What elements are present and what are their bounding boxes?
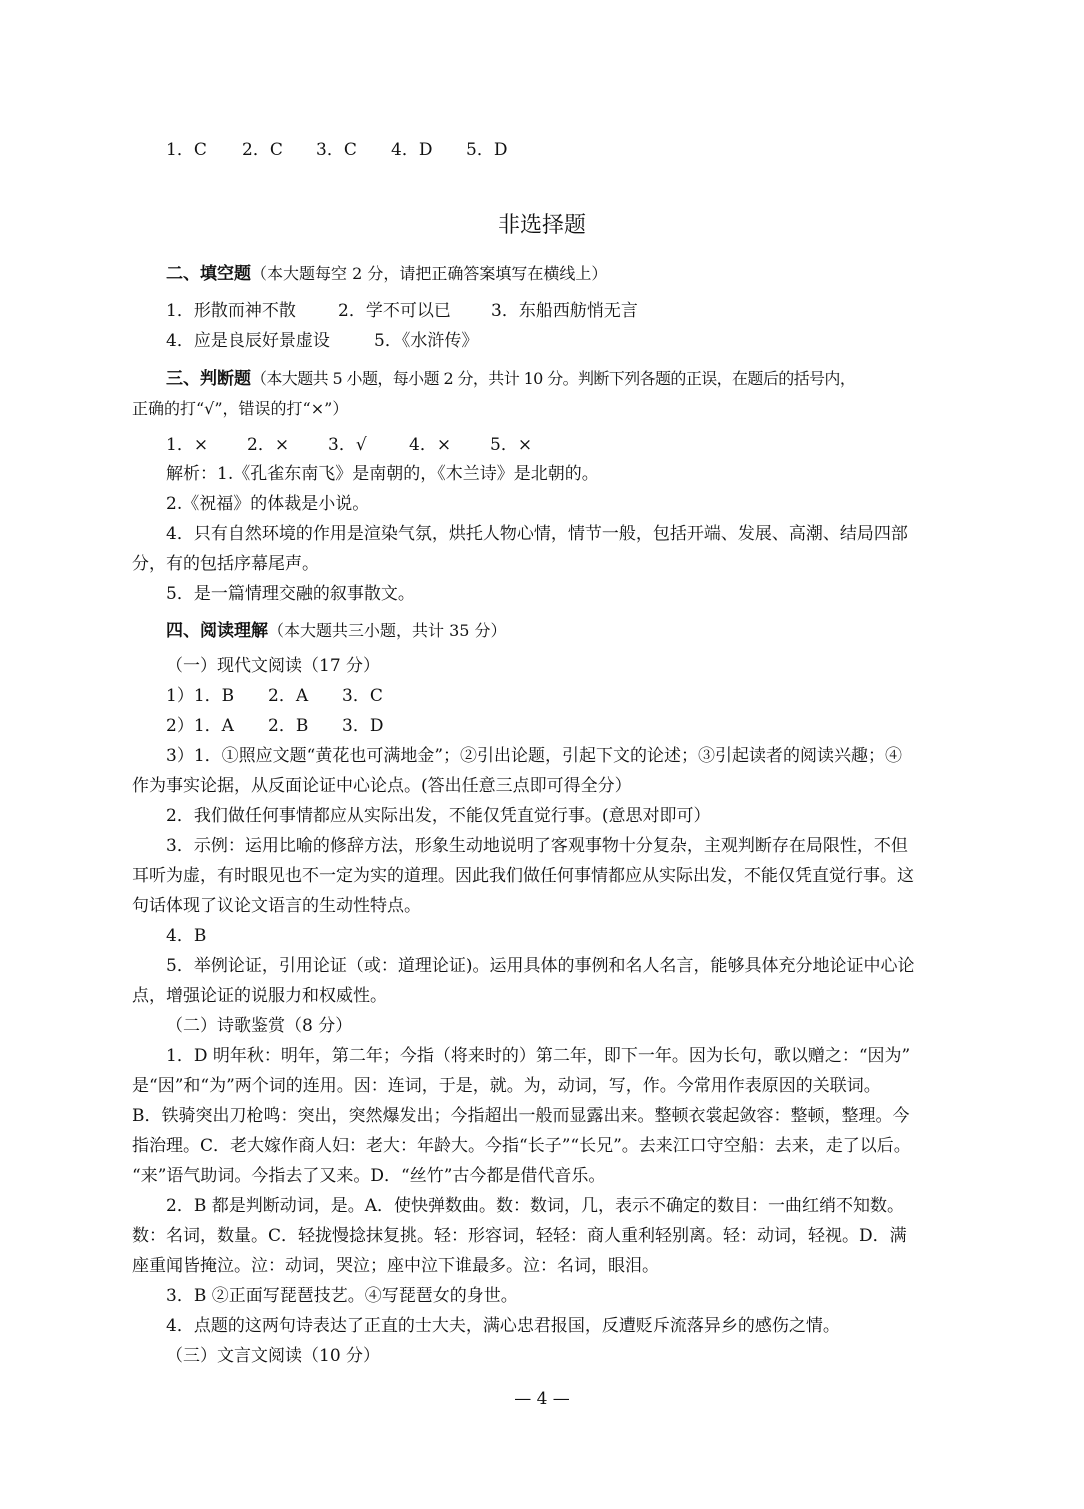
subsection-poetry: （二）诗歌鉴赏（8 分） <box>166 1016 353 1036</box>
poetry-q1-line4: 指治理。C．老大嫁作商人妇：老大：年龄大。今指“长子”“长兄”。去来江口守空船：去来，走了以后。 <box>132 1136 911 1156</box>
section-4-note: （本大题共三小题，共计 35 分） <box>268 621 507 640</box>
poetry-q2-line2: 数：名词，数量。C．轻拢慢捻抹复挑。轻：形容词，轻轻：商人重利轻别离。轻：动词，轻视。D．满 <box>132 1226 907 1246</box>
section-3-header <box>166 368 954 390</box>
fill-answer-1: 1．形散而神不散 <box>166 301 296 321</box>
page-number: — 4 — <box>514 1389 570 1409</box>
reading-2-answer-1: 2）1．A <box>166 716 234 736</box>
top-answer-1: 1．C <box>166 140 207 160</box>
judge-answer-1: 1．× <box>166 435 209 455</box>
section-4-header <box>166 620 954 642</box>
page-title: 非选择题 <box>497 213 586 238</box>
reading-3-q3-line2: 耳听为虚，有时眼见也不一定为实的道理。因此我们做任何事情都应从实际出发，不能仅凭直觉行事。这 <box>132 866 914 886</box>
reading-1-answer-2: 2．A <box>268 686 309 706</box>
section-2-heading: 二、填空题 <box>166 264 251 284</box>
judge-explanation-1: 解析：1.《孔雀东南飞》是南朝的，《木兰诗》是北朝的。 <box>166 464 599 484</box>
subsection-classical-reading: （三）文言文阅读（10 分） <box>166 1346 381 1366</box>
reading-3-q2: 2．我们做任何事情都应从实际出发，不能仅凭直觉行事。(意思对即可） <box>166 806 711 826</box>
section-4-heading: 四、阅读理解 <box>166 621 268 641</box>
section-3-note-2: 正确的打“√”，错误的打“×”） <box>132 399 349 418</box>
fill-answer-4: 4．应是良辰好景虚设 <box>166 331 330 351</box>
reading-2-answer-3: 3．D <box>342 716 384 736</box>
top-answer-3: 3．C <box>316 140 357 160</box>
reading-3-q5-line2: 点，增强论证的说服力和权威性。 <box>132 986 387 1006</box>
judge-answer-3: 3．√ <box>328 435 367 455</box>
poetry-q1-line2: 是“因”和“为”两个词的连用。因：连词，于是，就。为，动词，写，作。今常用作表原因的关联词。 <box>132 1076 881 1096</box>
reading-3-q1-line1: 3）1．①照应文题“黄花也可满地金”；②引出论题，引起下文的论述；③引起读者的阅读兴趣；④ <box>166 746 903 766</box>
reading-3-q1-line2: 作为事实论据，从反面论证中心论点。(答出任意三点即可得全分） <box>132 776 632 796</box>
judge-explanation-4-line1: 4．只有自然环境的作用是渲染气氛，烘托人物心情，情节一般，包括开端、发展、高潮、结局四部 <box>166 524 908 544</box>
subsection-modern-reading: （一）现代文阅读（17 分） <box>166 656 381 676</box>
section-2-note: （本大题每空 2 分，请把正确答案填写在横线上） <box>251 264 608 283</box>
top-answer-2: 2．C <box>242 140 283 160</box>
poetry-q4: 4．点题的这两句诗表达了正直的士大夫，满心忠君报国，反遭贬斥流落异乡的感伤之情。 <box>166 1316 840 1336</box>
section-3-note-1: （本大题共 5 小题，每小题 2 分，共计 10 分。判断下列各题的正误，在题后的括号内， <box>251 369 856 388</box>
poetry-q1-line5: “来”语气助词。今指去了又来。D．“丝竹”古今都是借代音乐。 <box>132 1166 606 1186</box>
fill-answer-5: 5．《水浒传》 <box>374 331 479 351</box>
poetry-q3: 3．B ②正面写琵琶技艺。④写琵琶女的身世。 <box>166 1286 518 1306</box>
reading-3-q3-line1: 3．示例：运用比喻的修辞方法，形象生动地说明了客观事物十分复杂，主观判断存在局限性，不但 <box>166 836 908 856</box>
judge-explanation-4-line2: 分，有的包括序幕尾声。 <box>132 554 319 574</box>
poetry-q2-line3: 座重闻皆掩泣。泣：动词，哭泣；座中泣下谁最多。泣：名词，眼泪。 <box>132 1256 659 1276</box>
section-3-heading: 三、判断题 <box>166 369 251 389</box>
judge-answer-5: 5．× <box>490 435 533 455</box>
reading-3-q5-line1: 5．举例论证，引用论证（或：道理论证)。运用具体的事例和名人名言，能够具体充分地论证中心论 <box>166 956 915 976</box>
reading-1-answer-3: 3．C <box>342 686 383 706</box>
judge-explanation-5: 5．是一篇情理交融的叙事散文。 <box>166 584 415 604</box>
section-2-header <box>166 263 954 285</box>
fill-answer-2: 2．学不可以已 <box>338 301 451 321</box>
fill-answer-3: 3．东船西舫悄无言 <box>491 301 638 321</box>
top-answer-4: 4．D <box>391 140 433 160</box>
reading-3-q4: 4．B <box>166 926 207 946</box>
judge-explanation-2: 2.《祝福》的体裁是小说。 <box>166 494 370 514</box>
poetry-q1-line1: 1．D 明年秋：明年，第二年；今指（将来时的）第二年，即下一年。因为长句，歌以赠之：“因为” <box>166 1046 911 1066</box>
poetry-q2-line1: 2．B 都是判断动词，是。A．使快弹数曲。数：数词，几，表示不确定的数目：一曲红绡不知数。 <box>166 1196 904 1216</box>
reading-2-answer-2: 2．B <box>268 716 309 736</box>
reading-3-q3-line3: 句话体现了议论文语言的生动性特点。 <box>132 896 421 916</box>
top-answer-5: 5．D <box>466 140 508 160</box>
judge-answer-4: 4．× <box>409 435 452 455</box>
reading-1-answer-1: 1）1．B <box>166 686 235 706</box>
judge-answer-2: 2．× <box>247 435 290 455</box>
poetry-q1-line3: B．铁骑突出刀枪鸣：突出，突然爆发出；今指超出一般而显露出来。整顿衣裳起敛容：整顿，整理。今 <box>132 1106 910 1126</box>
